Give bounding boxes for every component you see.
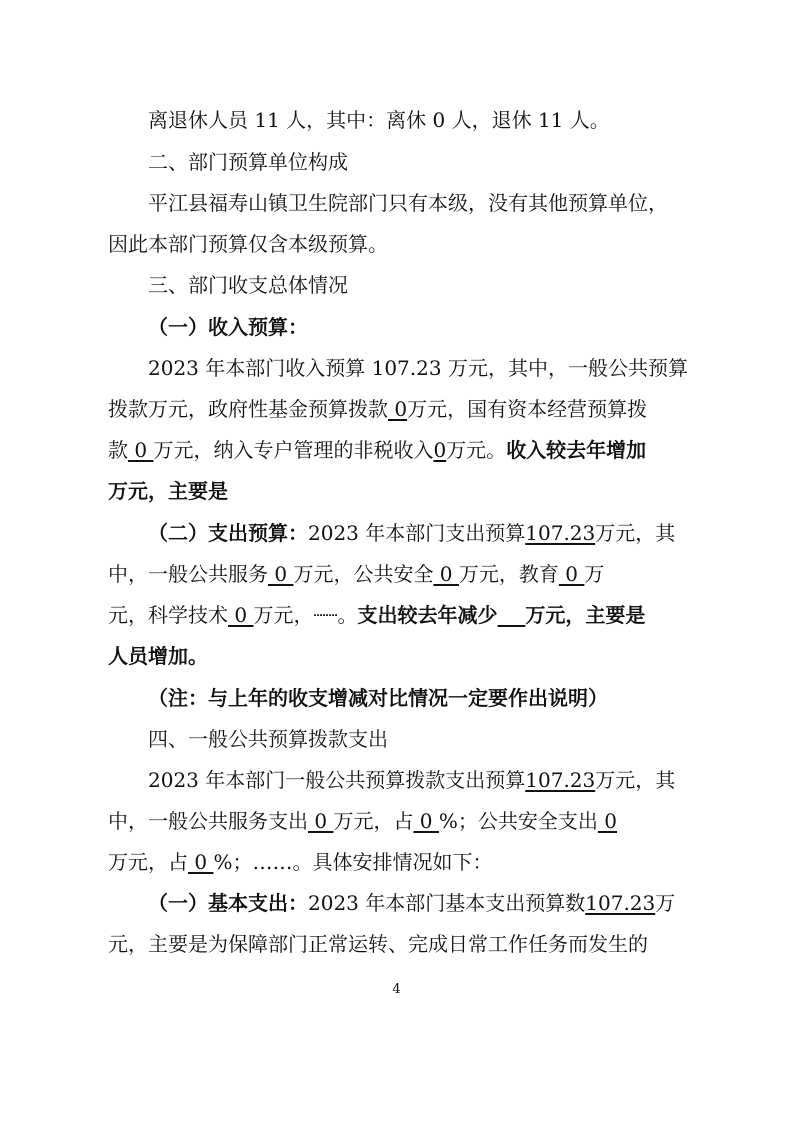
filled-blank: 0 bbox=[413, 809, 439, 833]
text-run: 万元，占 bbox=[333, 809, 414, 833]
text-run: 款 bbox=[108, 438, 128, 462]
paragraph-line: 因此本部门预算仅含本级预算。 bbox=[108, 232, 388, 256]
subheading-basic-expense: （一）基本支出： bbox=[148, 891, 308, 915]
text-run: 万元，公共安全 bbox=[293, 562, 434, 586]
text-run: 万元，其 bbox=[595, 768, 676, 792]
text-run: 元，科学技术 bbox=[108, 603, 228, 627]
paragraph-line bbox=[108, 395, 647, 423]
paragraph-line bbox=[108, 848, 492, 876]
text-run: 万元，┈┈。 bbox=[253, 603, 358, 627]
filled-blank: 107.23 bbox=[585, 891, 656, 915]
text-run: 拨款万元，政府性基金预算拨款 bbox=[108, 397, 388, 421]
text-run: 万元，教育 bbox=[458, 562, 559, 586]
text-run: 万元，占 bbox=[108, 850, 188, 874]
text-run: 2023 年本部门基本支出预算数 bbox=[308, 891, 586, 915]
retiree-count-line: 离退休人员 11 人，其中：离休 0 人，退休 11 人。 bbox=[148, 108, 610, 132]
paragraph-line bbox=[108, 807, 617, 835]
bold-text-run: 支出较去年减少 bbox=[357, 603, 498, 627]
paragraph-line: 平江县福寿山镇卫生院部门只有本级，没有其他预算单位， bbox=[148, 191, 668, 215]
paragraph-line: 2023 年本部门收入预算 107.23 万元，其中，一般公共预算 bbox=[148, 356, 688, 380]
filled-blank: 0 bbox=[388, 397, 408, 421]
bold-text-run: 收入较去年增加 bbox=[506, 438, 647, 462]
text-run: 万 bbox=[655, 891, 676, 915]
filled-blank: 0 bbox=[268, 562, 294, 586]
filled-blank: 0 bbox=[597, 809, 618, 833]
filled-blank: 107.23 bbox=[525, 521, 596, 545]
text-run: 中，一般公共服务支出 bbox=[108, 809, 308, 833]
paragraph-line: 元，主要是为保障部门正常运转、完成日常工作任务而发生的 bbox=[108, 932, 648, 956]
filled-blank: 0 bbox=[308, 809, 334, 833]
text-run: %；公共安全支出 bbox=[438, 809, 598, 833]
paragraph-line bbox=[148, 889, 675, 917]
section-heading-4: 四、一般公共预算拨款支出 bbox=[148, 727, 388, 751]
page-number: 4 bbox=[392, 982, 401, 997]
text-run: 万元，其 bbox=[595, 521, 676, 545]
filled-blank: 0 bbox=[188, 850, 214, 874]
text-run: 2023 年本部门一般公共预算拨款支出预算 bbox=[148, 768, 526, 792]
empty-blank bbox=[498, 603, 526, 627]
text-run: 中，一般公共服务 bbox=[108, 562, 268, 586]
filled-blank: 0 bbox=[433, 562, 459, 586]
filled-blank: 0 bbox=[558, 562, 585, 586]
section-heading-3: 三、部门收支总体情况 bbox=[148, 273, 348, 297]
text-run: 万元，纳入专户管理的非税收入 bbox=[153, 438, 434, 462]
text-run: 万元。 bbox=[446, 438, 507, 462]
paragraph-line bbox=[148, 519, 675, 547]
subheading-expense-budget: （二）支出预算： bbox=[148, 521, 308, 545]
paragraph-line: 人员增加。 bbox=[108, 644, 208, 668]
paragraph-line: 万元，主要是 bbox=[108, 479, 228, 503]
filled-blank: 0 bbox=[228, 603, 254, 627]
filled-blank: 0 bbox=[128, 438, 154, 462]
text-run: 万元，国有资本经营预算拨 bbox=[407, 397, 648, 421]
filled-blank: 107.23 bbox=[525, 768, 596, 792]
filled-blank: 0 bbox=[433, 438, 447, 462]
section-heading-2: 二、部门预算单位构成 bbox=[148, 150, 348, 174]
text-run: 2023 年本部门支出预算 bbox=[308, 521, 526, 545]
paragraph-line bbox=[108, 560, 604, 588]
paragraph-line bbox=[108, 601, 645, 629]
paragraph-line bbox=[148, 766, 675, 794]
paragraph-line bbox=[108, 436, 646, 464]
note-line: （注：与上年的收支增减对比情况一定要作出说明） bbox=[148, 686, 608, 710]
subheading-income-budget: （一）收入预算： bbox=[148, 315, 308, 339]
text-run: %；……。具体安排情况如下： bbox=[213, 850, 493, 874]
text-run: 万 bbox=[584, 562, 605, 586]
bold-text-run: 万元，主要是 bbox=[525, 603, 646, 627]
